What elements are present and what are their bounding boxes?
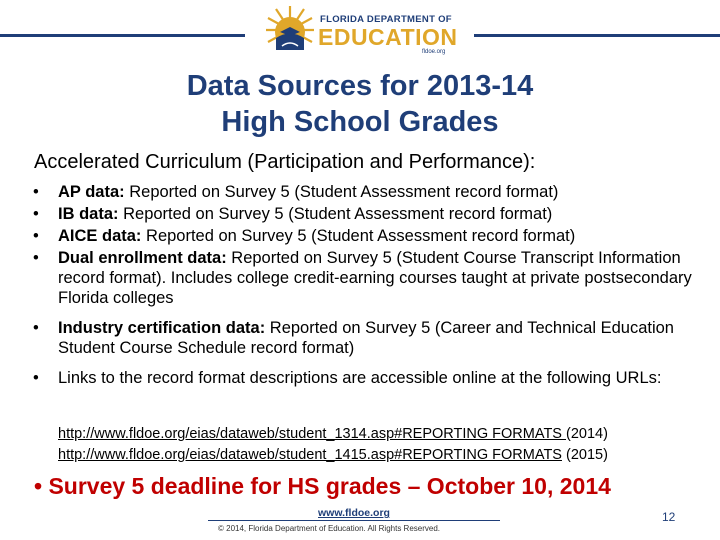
item-label: IB data: xyxy=(58,205,119,223)
item-text: Reported on Survey 5 (Student Course Transcript Information record format). Includes college credit-earning courses taught at private postsecondary Florida colleges xyxy=(58,249,692,307)
item-label: AP data: xyxy=(58,183,125,201)
list-item xyxy=(33,248,693,308)
item-label: Dual enrollment data: xyxy=(58,249,227,267)
footer-link[interactable]: www.fldoe.org xyxy=(318,507,390,519)
record-format-link-2015[interactable]: http://www.fldoe.org/eias/dataweb/student_1415.asp#REPORTING FORMATS xyxy=(58,447,562,463)
deadline-callout: • Survey 5 deadline for HS grades – October 10, 2014 xyxy=(34,473,611,499)
page-number: 12 xyxy=(662,510,676,524)
link-year-note: (2014) xyxy=(566,426,608,442)
header-rule-left xyxy=(0,34,245,37)
bullet-list xyxy=(33,182,693,390)
record-format-link-2014[interactable]: http://www.fldoe.org/eias/dataweb/student_1314.asp#REPORTING FORMATS xyxy=(58,426,567,442)
url-links xyxy=(58,424,608,466)
sun-emblem-icon xyxy=(262,2,318,58)
logo-text-top: FLORIDA DEPARTMENT OF xyxy=(320,14,452,25)
list-item xyxy=(33,368,693,388)
link-row xyxy=(58,445,608,466)
logo-text-url: fldoe.org xyxy=(422,49,446,55)
header-rule-right xyxy=(474,34,720,37)
page-title xyxy=(0,68,720,140)
fldoe-logo xyxy=(262,2,462,66)
list-item xyxy=(33,226,693,246)
link-year-note: (2015) xyxy=(561,447,608,463)
item-label: AICE data: xyxy=(58,227,142,245)
item-label: Industry certification data: xyxy=(58,319,266,337)
list-item xyxy=(33,182,693,202)
intro-text: Accelerated Curriculum (Participation and Performance): xyxy=(34,151,536,173)
title-line-2: High School Grades xyxy=(221,106,499,138)
item-text: Reported on Survey 5 (Student Assessment record format) xyxy=(124,183,559,201)
item-text: Reported on Survey 5 (Student Assessment record format) xyxy=(141,227,576,245)
logo-text-main: EDUCATION xyxy=(318,24,458,50)
link-row xyxy=(58,424,608,445)
title-line-1: Data Sources for 2013-14 xyxy=(186,70,534,102)
copyright-text: © 2014, Florida Department of Education. All Rights Reserved. xyxy=(218,524,441,533)
item-text: Reported on Survey 5 (Career and Technical Education Student Course Schedule record format) xyxy=(58,319,674,357)
footer-rule xyxy=(208,520,500,521)
item-text: Links to the record format descriptions are accessible online at the following URLs: xyxy=(58,369,662,387)
list-item xyxy=(33,318,693,358)
list-item xyxy=(33,204,693,224)
item-text: Reported on Survey 5 (Student Assessment record format) xyxy=(118,205,553,223)
